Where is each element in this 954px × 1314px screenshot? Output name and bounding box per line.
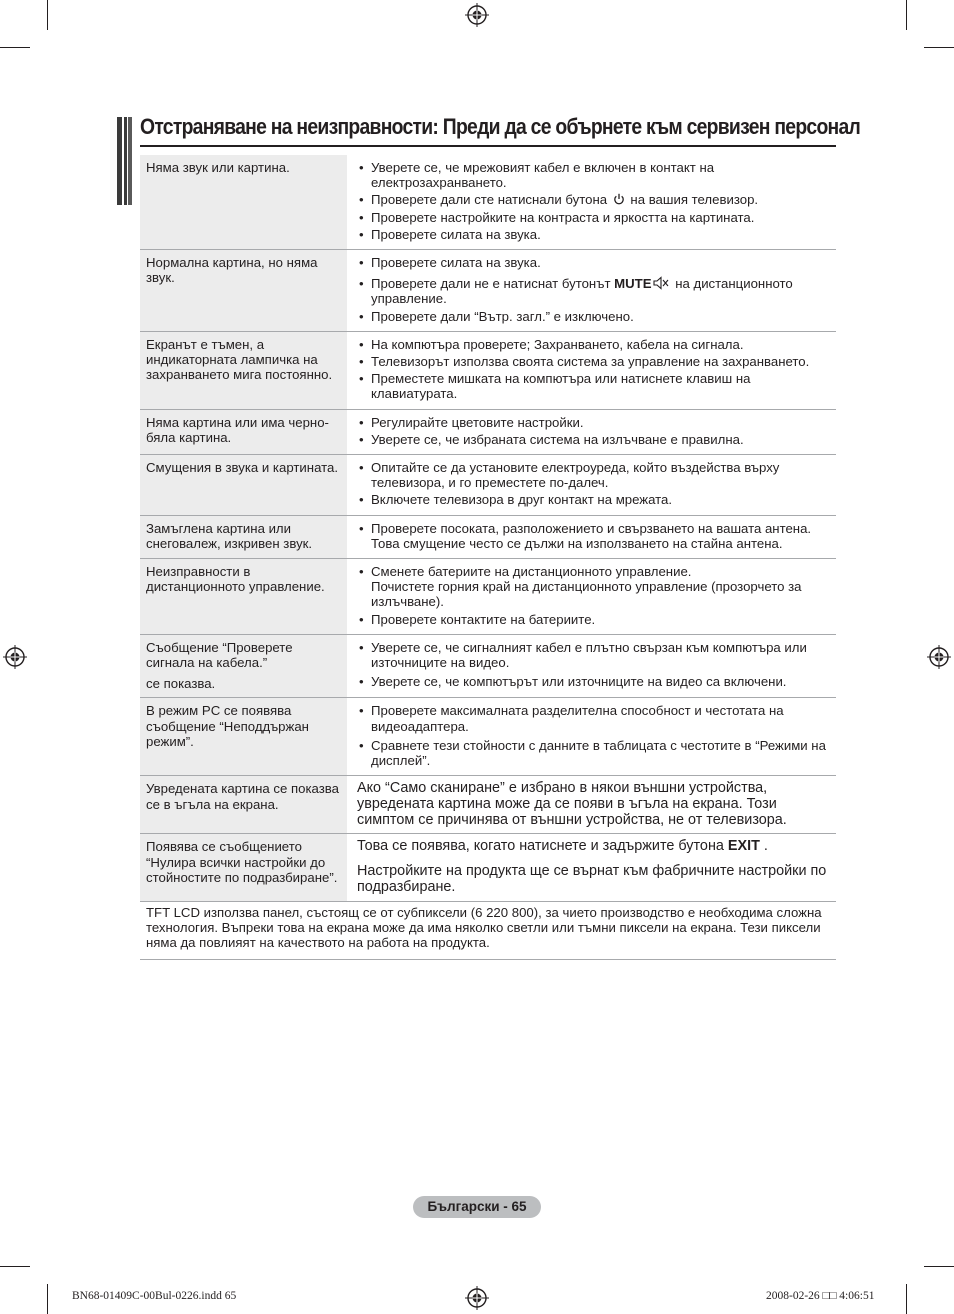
crop-mark [924,1266,954,1267]
problem-cell [140,834,347,900]
solution-subtext: Почистете горния край на дистанционното управление (прозорчето за излъчване). [371,579,802,610]
registration-mark-icon [465,1286,489,1310]
problem-cell [140,155,347,249]
print-slug-file: BN68-01409C-00Bul-0226.indd 65 [72,1290,237,1302]
solution-item: • Уверете се, че избраната система на излъчване е правилна. [359,432,834,447]
table-row [140,776,836,834]
table-note-row [140,902,836,961]
table-row [140,559,836,635]
problem-text: Съобщение “Проверете сигнала на кабела.” [146,639,293,671]
crop-mark [47,0,48,30]
solution-item: • Проверете силата на звука. [359,227,834,242]
registration-mark-icon [465,3,489,27]
problem-text: Екранът е тъмен, а индикаторната лампичка на захранването мига постоянно. [146,336,333,383]
problem-cell [140,250,347,331]
problem-text: Неизправности в дистанционното управление. [146,564,325,595]
solution-paragraph: Настройките на продукта ще се върнат към фабричните настройки по подразбиране. [357,863,827,895]
problem-cell [140,698,347,775]
crop-mark [906,1284,907,1314]
solution-item: • Телевизорът използва своята система за управление на захранването. [359,354,834,369]
solution-cell [347,250,836,331]
table-row [140,332,836,410]
crop-mark [924,47,954,48]
table-row [140,455,836,516]
problem-text: Увредената картина се показва се в ъгъла на екрана. [146,781,339,812]
solution-item: • Проверете дали сте натиснали бутона на вашия телевизор. [359,192,834,207]
registration-mark-icon [3,645,27,669]
problem-text: Нормална картина, но няма звук. [146,255,318,286]
table-row [140,698,836,776]
solution-cell [347,635,836,698]
solution-item: • Проверете настройките на контраста и яркостта на картината. [359,210,834,225]
problem-cell [140,410,347,454]
solution-item: • Проверете дали не е натиснат бутонът MUTE на дистанционното управление. [359,276,834,306]
solution-item: • Регулирайте цветовите настройки. [359,415,834,430]
solution-cell [347,834,836,900]
problem-cell [140,635,347,698]
problem-cell [140,776,347,833]
solution-item: • Опитайте се да установите електроуреда, който въздейства върху телевизора, и го преместете по-далеч. [359,460,834,490]
solution-item: • Проверете контактите на батериите. [359,612,834,627]
table-row [140,250,836,332]
crop-mark [0,47,30,48]
problem-text: Появява се съобщението “Нулира всички настройки до стойностите по подразбиране”. [146,839,338,885]
mute-button-label: MUTE [614,276,652,292]
solution-cell [347,698,836,775]
solution-cell [347,155,836,249]
table-row [140,155,836,250]
page-number-badge: Български - 65 [413,1196,541,1218]
solution-item: • Сравнете тези стойности с данните в таблицата с честотите в “Режими на дисплей”. [359,738,834,768]
problem-text: Смущения в звука и картината. [146,460,338,476]
solution-item: • Проверете посоката, разположението и свързването на вашата антена. Това смущение често се дължи на използването на стайна антена. [359,521,834,551]
solution-item: • Уверете се, че мрежовият кабел е включен в контакт на електрозахранването. [359,160,834,190]
tft-lcd-note: TFT LCD използва панел, състоящ се от субпиксели (6 220 800), за чието производство е необходима сложна технология. Въпреки това на екрана може да има няколко светли или тъмни пиксели на екрана. Тези пиксели няма да повлияят на качеството на работа на продукта. [146,904,822,950]
solution-item: • Проверете силата на звука. [359,255,834,270]
problem-text: Замъглена картина или снеговалеж, изкривен звук. [146,520,313,551]
solution-paragraph: Това се появява, когато натиснете и задържите бутона EXIT . [357,838,768,855]
page-title: Отстраняване на неизправности: Преди да се обърнете към сервизен персонал [140,114,861,139]
solution-item: • Сменете батериите на дистанционното управление. Почистете горния край на дистанционното управление (прозорчето за излъчване). [359,564,834,610]
crop-mark [47,1284,48,1314]
problem-text: се показва. [146,676,216,692]
table-row [140,635,836,699]
solution-item: • Включете телевизора в друг контакт на мрежата. [359,492,834,507]
title-rule [140,145,836,147]
problem-cell [140,559,347,634]
troubleshooting-table [140,155,836,960]
title-accent-bar [117,117,132,205]
solution-item: • Проверете дали “Вътр. загл.” е изключено. [359,309,834,324]
solution-item: • Уверете се, че компютърът или източниците на видео са включени. [359,674,834,689]
power-icon [613,193,625,205]
mute-icon [653,276,670,290]
solution-item: • Уверете се, че сигналният кабел е плътно свързан към компютъра или източниците на видео. [359,640,834,670]
crop-mark [0,1266,30,1267]
solution-cell [347,559,836,634]
problem-cell [140,455,347,515]
solution-item: • Проверете максималната разделителна способност и честотата на видеоадаптера. [359,703,834,733]
solution-cell [347,516,836,558]
solution-item: • Преместете мишката на компютъра или натиснете клавиш на клавиатурата. [359,371,834,401]
problem-text: В режим PC се появява съобщение “Неподдържан режим”. [146,703,309,749]
problem-text: Няма картина или има черно-бяла картина. [146,414,329,445]
solution-cell [347,410,836,454]
table-row [140,834,836,901]
problem-cell [140,516,347,558]
solution-paragraph: Ако “Само сканиране” е избрано в някои външни устройства, увредената картина може да се появи в ъгъла на екрана. Този симптом се причинява от външни устройства, не от телевизора. [357,780,787,828]
registration-mark-icon [927,645,951,669]
solution-cell [347,776,836,833]
print-slug-date: 2008-02-26 □□ 4:06:51 [766,1290,875,1302]
crop-mark [906,0,907,30]
exit-button-label: EXIT [727,838,760,855]
table-row [140,410,836,455]
problem-text: Няма звук или картина. [146,160,290,175]
solution-item: • На компютъра проверете; Захранването, кабела на сигнала. [359,337,834,352]
solution-cell [347,332,836,409]
solution-cell [347,455,836,515]
table-row [140,516,836,559]
problem-cell [140,332,347,409]
